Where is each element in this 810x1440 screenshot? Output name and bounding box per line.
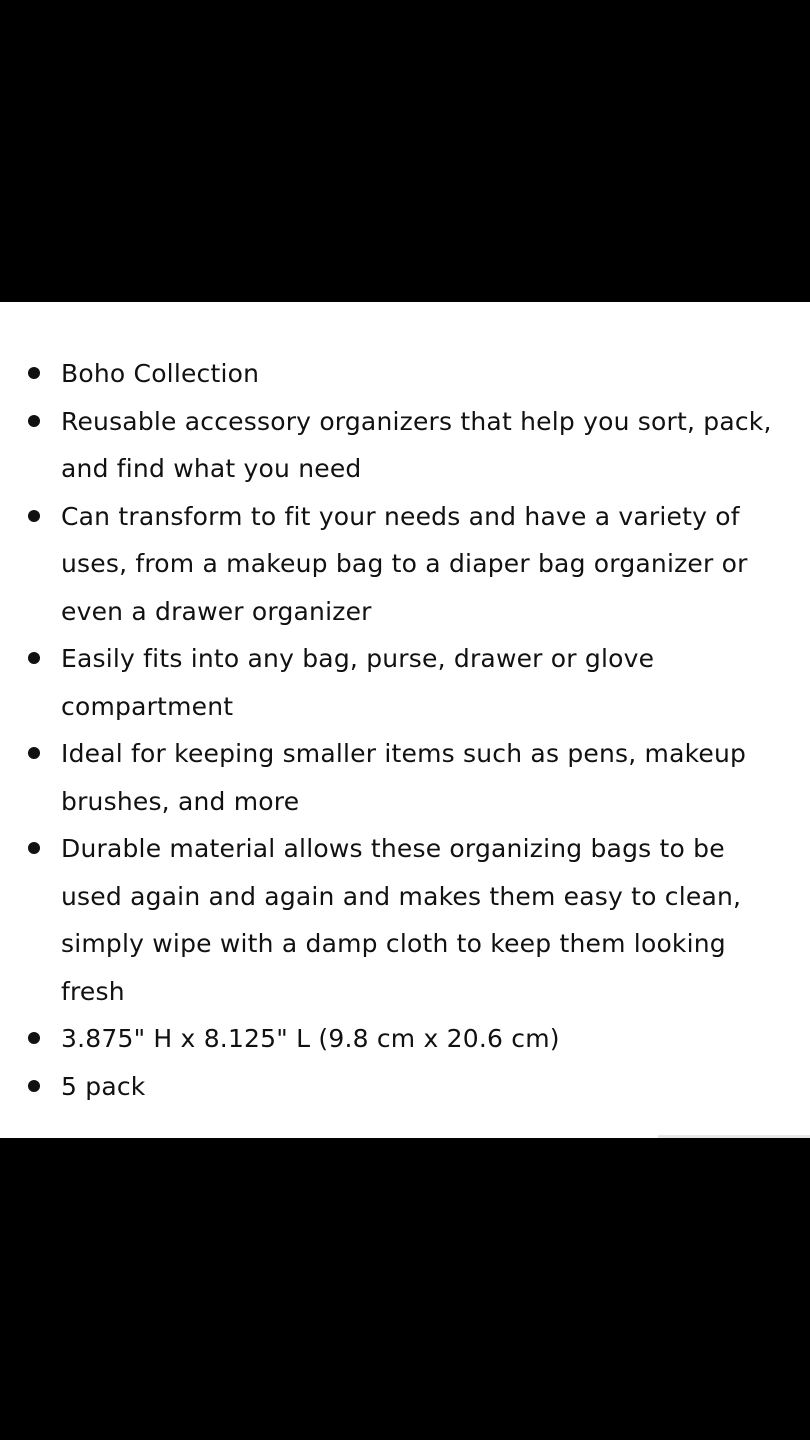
list-item [0, 1015, 810, 1063]
bullet-icon [28, 510, 40, 522]
list-item [0, 493, 810, 636]
list-item [0, 350, 810, 398]
bottom-letterbox [0, 1138, 810, 1440]
list-item [0, 635, 810, 730]
bullet-icon [28, 1080, 40, 1092]
list-item-text: 5 pack [61, 1071, 146, 1101]
bullet-icon [28, 842, 40, 854]
top-letterbox [0, 0, 810, 302]
list-item-text: Easily fits into any bag, purse, drawer or glove compartment [61, 644, 655, 721]
list-item-text: Durable material allows these organizing bags to be used again and again and makes them easy to clean, simply wipe with a damp cloth to keep them looking fresh [61, 834, 742, 1006]
list-item-text: 3.875" H x 8.125" L (9.8 cm x 20.6 cm) [61, 1024, 560, 1053]
list-item-text: Reusable accessory organizers that help you sort, pack, and find what you need [61, 406, 772, 483]
list-item [0, 730, 810, 825]
list-item [0, 825, 810, 1015]
bullet-icon [28, 367, 40, 379]
list-item-text: Can transform to fit your needs and have a variety of uses, from a makeup bag to a diaper bag organizer or even a drawer organizer [61, 501, 748, 626]
bullet-icon [28, 652, 40, 664]
list-item-text: Ideal for keeping smaller items such as pens, makeup brushes, and more [61, 739, 747, 816]
list-item-text: Boho Collection [61, 359, 260, 388]
list-item [0, 1063, 810, 1111]
product-description-panel [0, 302, 810, 1138]
bullet-icon [28, 1032, 40, 1044]
feature-list [0, 350, 810, 1110]
list-item [0, 398, 810, 493]
bullet-icon [28, 747, 40, 759]
bullet-icon [28, 415, 40, 427]
